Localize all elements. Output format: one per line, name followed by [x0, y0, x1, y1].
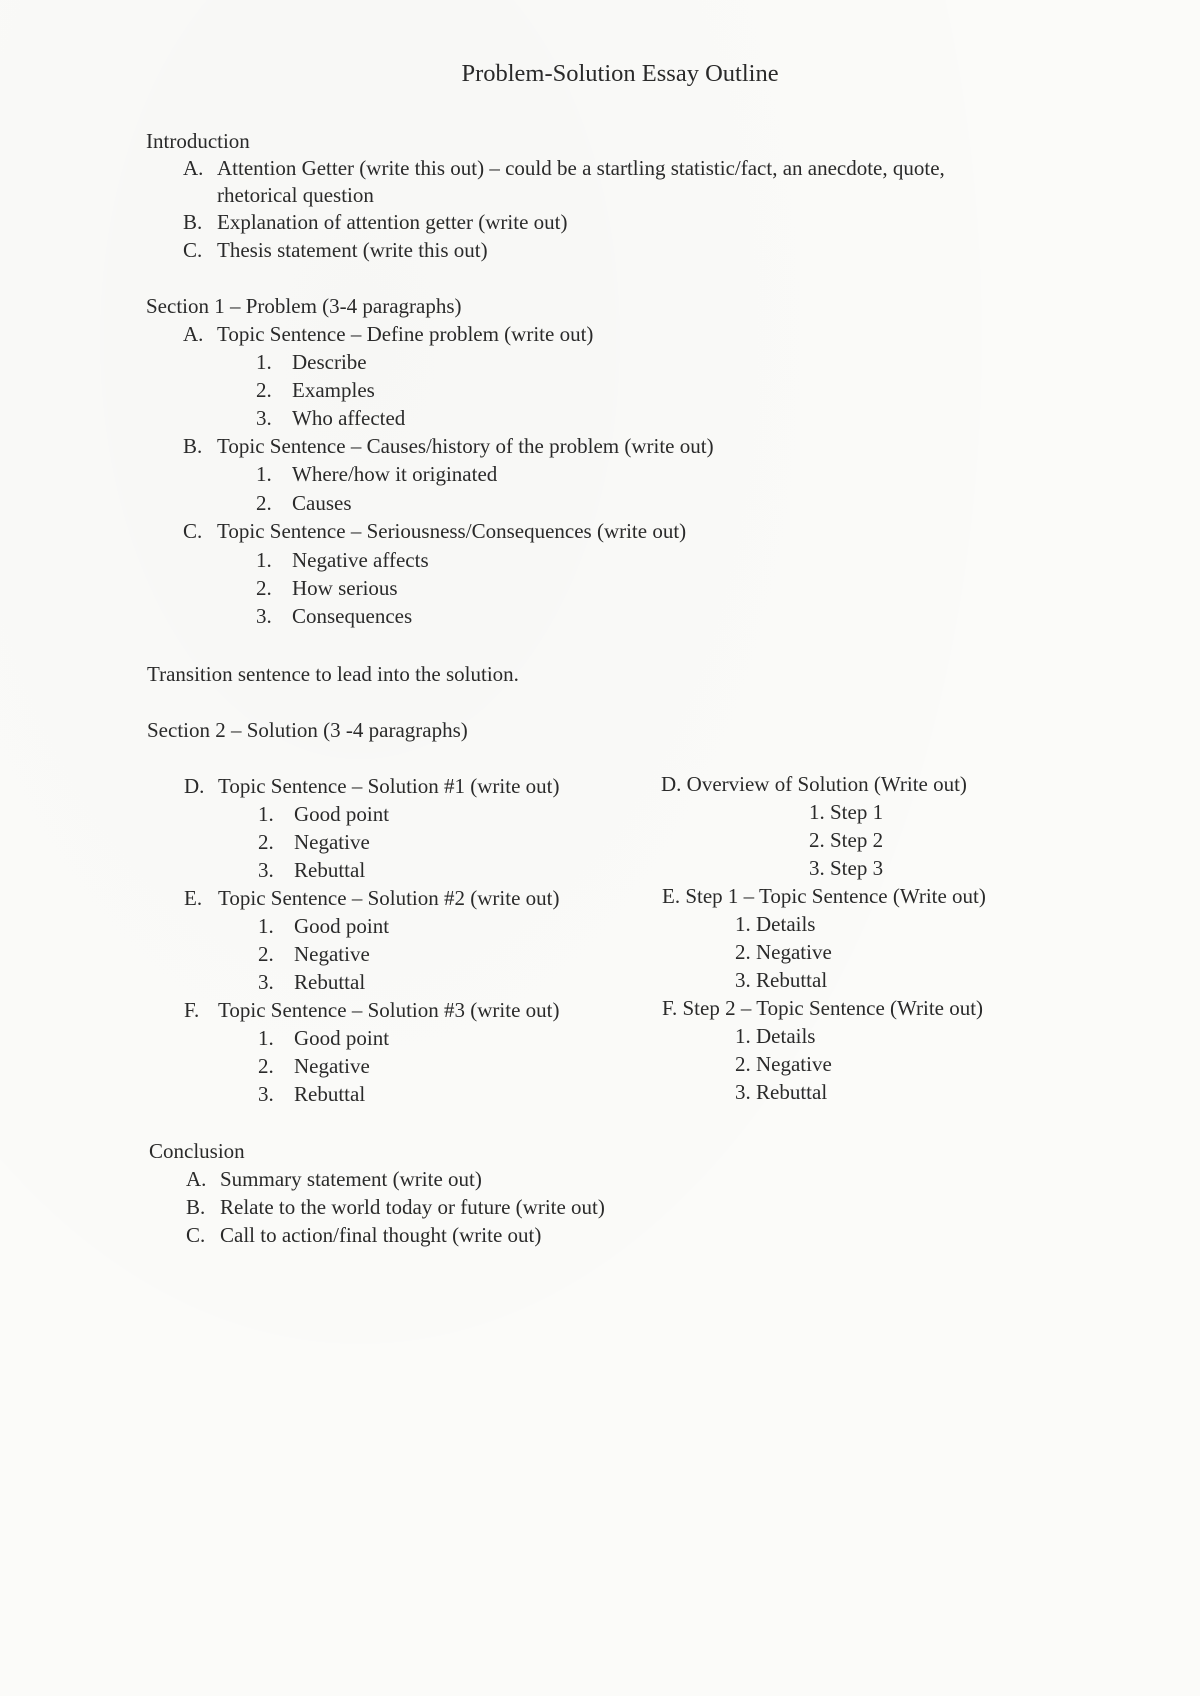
sub-item-text: Causes	[292, 491, 352, 515]
sub-item: 3. Step 3	[809, 856, 884, 880]
outline-item	[184, 776, 559, 797]
sub-item	[256, 408, 405, 429]
sub-item	[258, 832, 370, 853]
item-label: F.	[184, 998, 200, 1022]
sub-item	[256, 550, 429, 571]
sub-item	[258, 944, 370, 965]
sub-item-number: 2.	[256, 378, 272, 402]
outline-item	[183, 212, 567, 233]
sub-item-text: Where/how it originated	[292, 462, 498, 486]
item-text: Topic Sentence – Causes/history of the problem (write out)	[217, 434, 714, 458]
sub-item-text: Rebuttal	[294, 858, 366, 882]
outline-item	[183, 324, 593, 345]
sub-item-number: 2.	[258, 942, 274, 966]
sub-item	[258, 1056, 370, 1077]
sub-item-text: Negative affects	[292, 548, 429, 572]
sub-item-text: Negative	[294, 942, 370, 966]
sub-item-text: Consequences	[292, 604, 413, 628]
sub-item-text: Good point	[294, 802, 390, 826]
sub-item	[258, 972, 365, 993]
item-text: Topic Sentence – Solution #1 (write out)	[218, 774, 560, 798]
outline-item	[186, 1169, 482, 1190]
outline-item	[183, 436, 714, 457]
outline-item: E. Step 1 – Topic Sentence (Write out)	[662, 884, 986, 908]
sub-item-number: 3.	[258, 970, 274, 994]
item-text: Topic Sentence – Solution #2 (write out)	[218, 886, 560, 910]
sub-item: 2. Negative	[735, 940, 832, 964]
sub-item	[256, 380, 375, 401]
sub-item: 3. Rebuttal	[735, 1080, 828, 1104]
section2-heading: Section 2 – Solution (3 -4 paragraphs)	[147, 718, 468, 742]
item-label: B.	[183, 434, 203, 458]
sub-item	[256, 578, 398, 599]
outline-item	[183, 240, 488, 261]
sub-item: 1. Details	[735, 912, 816, 936]
section1-heading: Section 1 – Problem (3-4 paragraphs)	[146, 294, 462, 318]
transition-sentence: Transition sentence to lead into the solution.	[147, 662, 519, 686]
sub-item	[258, 1084, 365, 1105]
sub-item-number: 1.	[258, 802, 274, 826]
outline-item: D. Overview of Solution (Write out)	[661, 772, 967, 796]
item-label: A.	[183, 156, 204, 180]
item-continuation: rhetorical question	[217, 183, 374, 207]
introduction-heading: Introduction	[146, 129, 250, 153]
item-text: Topic Sentence – Solution #3 (write out)	[218, 998, 560, 1022]
item-text: Topic Sentence – Define problem (write out)	[217, 322, 594, 346]
item-label: D.	[184, 774, 205, 798]
outline-item	[184, 888, 559, 909]
sub-item	[256, 352, 367, 373]
sub-item-number: 3.	[256, 406, 272, 430]
sub-item-number: 1.	[256, 548, 272, 572]
sub-item	[256, 606, 412, 627]
sub-item	[258, 860, 365, 881]
outline-item: F. Step 2 – Topic Sentence (Write out)	[662, 996, 984, 1020]
sub-item-number: 2.	[256, 576, 272, 600]
sub-item-text: Negative	[294, 830, 370, 854]
item-label: C.	[183, 519, 203, 543]
item-text: Attention Getter (write this out) – could be a startling statistic/fact, an anecdote, quote,	[217, 156, 945, 180]
sub-item: 2. Step 2	[809, 828, 884, 852]
item-label: A.	[186, 1167, 207, 1191]
sub-item	[258, 1028, 389, 1049]
sub-item-text: Good point	[294, 914, 390, 938]
sub-item: 3. Rebuttal	[735, 968, 828, 992]
sub-item	[256, 493, 352, 514]
sub-item: 2. Negative	[735, 1052, 832, 1076]
item-label: B.	[186, 1195, 206, 1219]
sub-item	[258, 916, 389, 937]
outline-item	[183, 158, 945, 179]
sub-item-number: 3.	[256, 604, 272, 628]
sub-item-text: Examples	[292, 378, 375, 402]
outline-item	[186, 1225, 541, 1246]
sub-item-number: 2.	[258, 830, 274, 854]
sub-item: 1. Details	[735, 1024, 816, 1048]
item-text: Explanation of attention getter (write out)	[217, 210, 568, 234]
conclusion-heading: Conclusion	[149, 1139, 245, 1163]
sub-item-text: Who affected	[292, 406, 406, 430]
item-text: Call to action/final thought (write out)	[220, 1223, 542, 1247]
sub-item: 1. Step 1	[809, 800, 884, 824]
item-label: E.	[184, 886, 203, 910]
sub-item-number: 1.	[256, 350, 272, 374]
sub-item-number: 1.	[258, 1026, 274, 1050]
item-text: Relate to the world today or future (write out)	[220, 1195, 605, 1219]
item-text: Summary statement (write out)	[220, 1167, 482, 1191]
outline-item	[186, 1197, 605, 1218]
item-label: C.	[186, 1223, 206, 1247]
sub-item-text: Rebuttal	[294, 1082, 366, 1106]
sub-item-text: Good point	[294, 1026, 390, 1050]
sub-item-number: 2.	[256, 491, 272, 515]
sub-item-number: 1.	[256, 462, 272, 486]
sub-item	[258, 804, 389, 825]
document-title: Problem-Solution Essay Outline	[461, 60, 779, 87]
sub-item-text: Describe	[292, 350, 367, 374]
outline-item	[184, 1000, 559, 1021]
sub-item-number: 3.	[258, 1082, 274, 1106]
sub-item	[256, 464, 497, 485]
item-label: C.	[183, 238, 203, 262]
item-text: Thesis statement (write this out)	[217, 238, 488, 262]
item-label: B.	[183, 210, 203, 234]
sub-item-number: 3.	[258, 858, 274, 882]
sub-item-number: 2.	[258, 1054, 274, 1078]
sub-item-text: Rebuttal	[294, 970, 366, 994]
item-label: A.	[183, 322, 204, 346]
outline-item	[183, 521, 686, 542]
item-text: Topic Sentence – Seriousness/Consequences (write out)	[217, 519, 687, 543]
sub-item-text: Negative	[294, 1054, 370, 1078]
sub-item-text: How serious	[292, 576, 398, 600]
sub-item-number: 1.	[258, 914, 274, 938]
